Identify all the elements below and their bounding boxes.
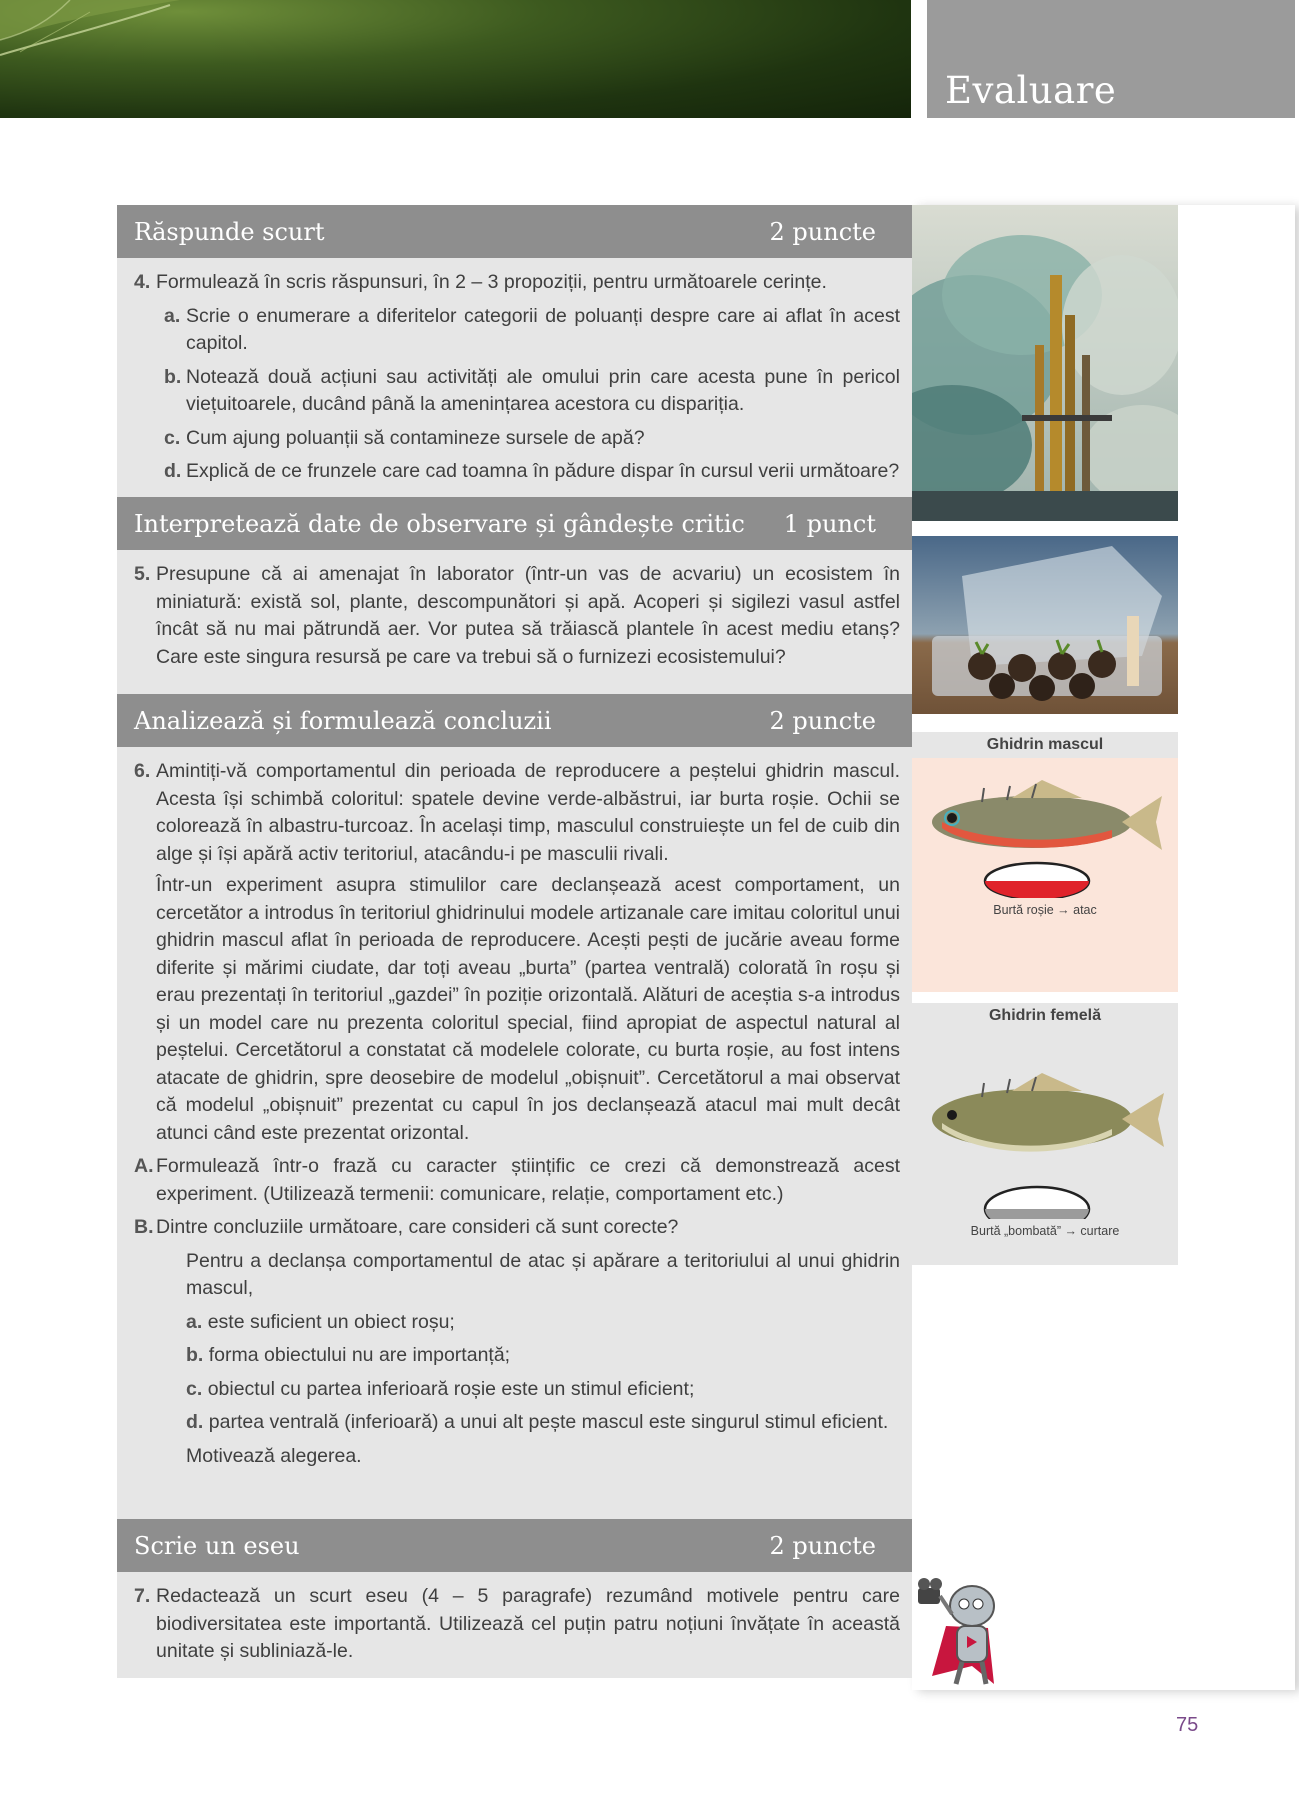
- section-header-interpret: [117, 497, 912, 550]
- section-title: Scrie un eseu: [134, 1532, 300, 1560]
- item-letter: d.: [164, 460, 182, 482]
- part-b-intro: Pentru a declanșa comportamentul de atac și apărare a teritoriului al unui ghidrin mascul,: [186, 1249, 900, 1299]
- section-points: 1 punct: [783, 510, 876, 538]
- section-points: 2 puncte: [769, 1532, 876, 1560]
- question-6: [134, 758, 900, 868]
- question-text: Presupune că ai amenajat în laborator (într-un vas de acvariu) un ecosistem în miniatură: există sol, plante, descompunători și apă. Acoperi și sigilezi vasul astfel încât să nu mai pătrundă aer. Vor putea să trăiască plantele în acest mediu etanș? Care este singura resursă pe care va trebui să o furnizezi ecosistemului?: [156, 563, 900, 668]
- option-item: [186, 1409, 900, 1437]
- male-fish-illustration: [912, 758, 1178, 898]
- section-body-interpret: [117, 550, 912, 694]
- chapter-header: [927, 0, 1295, 118]
- item-letter: a.: [164, 304, 181, 327]
- option-text: partea ventrală (inferioară) a unui alt pește mascul este singurul stimul eficient.: [208, 1411, 889, 1433]
- section-points: 2 puncte: [769, 707, 876, 735]
- factory-pollution-photo: [912, 205, 1178, 521]
- female-fish-illustration: [912, 1029, 1178, 1219]
- option-letter: c.: [186, 1377, 203, 1400]
- section-points: 2 puncte: [769, 218, 876, 246]
- question-7: [134, 1583, 900, 1666]
- section-header-analyze: [117, 694, 912, 747]
- part-a: [134, 1153, 900, 1208]
- question-item: [164, 364, 900, 419]
- question-number: 5.: [134, 563, 151, 585]
- option-item: [186, 1309, 900, 1337]
- question-4: [134, 269, 900, 297]
- mini-ecosystem-photo: [912, 536, 1178, 714]
- figure-note: Burtă „bombată” → curtare: [970, 1224, 1120, 1238]
- item-text: Explică de ce frunzele care cad toamna în pădure dispar în cursul verii următoare?: [186, 460, 900, 482]
- question-text: Redactează un scurt eseu (4 – 5 paragrafe) rezumând motivele pentru care biodiversitatea este importantă. Utilizează cel puțin patru noțiuni învățate în această unitate și subliniază-le.: [156, 1585, 900, 1662]
- question-text: Formulează în scris răspunsuri, în 2 – 3 propoziții, pentru următoarele cerințe.: [156, 271, 827, 293]
- assessment-column: [117, 205, 912, 1678]
- option-letter: a.: [186, 1310, 203, 1333]
- option-text: este suficient un obiect roșu;: [207, 1310, 455, 1333]
- part-b: [134, 1214, 900, 1242]
- item-text: Notează două acțiuni sau activități ale omului prin care acesta pune în pericol viețuitoarele, ducând până la amenințarea acestora cu dispariția.: [186, 365, 900, 415]
- option-item: [186, 1342, 900, 1370]
- closing-instruction: Motivează alegerea.: [186, 1444, 362, 1467]
- part-letter: B.: [134, 1216, 154, 1238]
- question-item: [164, 303, 900, 358]
- experiment-description: Într-un experiment asupra stimulilor care declanșează acest comportament, un cercetător a introdus în teritoriul ghidrinului modele artizanale care imitau coloritul unui ghidrin mascul aflat în perioada de reproducere. Acești pești de jucărie aveau forme diferite și mărimi ciudate, dar toți aveau „burta” (partea ventrală) colorată în roșu și erau prezentați în teritoriul „gazdei” în poziție orizontală. Alături de aceștia s-a introdus și un model care nu prezenta coloritul special, fiind apropiat de aspectul natural al peștelui. Cercetătorul a constatat că modelele colorate, cu burta roșie, au fost intens atacate de ghidrin, spre deosebire de modelul „obișnuit”. Cercetătorul a mai observat că modelul „obișnuit” prezentat cu capul în jos declanșează atacul mai mult decât atunci când este prezentat orizontal.: [156, 874, 900, 1144]
- page-number: 75: [1176, 1714, 1199, 1736]
- section-header-short-answer: [117, 205, 912, 258]
- banner-leaf-photo: [0, 0, 911, 118]
- robot-mascot-icon: [912, 1566, 1022, 1690]
- section-body-analyze: [117, 747, 912, 1519]
- question-item: [164, 458, 900, 486]
- item-text: Scrie o enumerare a diferitelor categorii de poluanți despre care ai aflat în acest capitol.: [186, 304, 900, 354]
- male-stickleback-figure: [912, 732, 1178, 992]
- part-text: Formulează într-o frază cu caracter științific ce crezi că demonstrează acest experiment. (Utilizează termenii: comunicare, relație, comportament etc.): [156, 1155, 900, 1205]
- section-header-essay: [117, 1519, 912, 1572]
- option-letter: b.: [186, 1344, 204, 1366]
- figure-caption: Ghidrin femelă: [988, 1007, 1102, 1024]
- option-letter: d.: [186, 1411, 204, 1433]
- section-body-short-answer: [117, 258, 912, 497]
- section-title: Analizează și formulează concluzii: [134, 707, 552, 735]
- section-body-essay: [117, 1572, 912, 1678]
- item-letter: b.: [164, 365, 182, 388]
- question-number: 6.: [134, 760, 151, 782]
- question-text: Amintiți-vă comportamentul din perioada de reproducere a peștelui ghidrin mascul. Acesta își schimbă coloritul: spatele devine verde-albăstrui, iar burta roșie. Ochii se colorează în albastru-turcoaz. În același timp, masculul construiește un fel de cuib din alge și își apără activ teritoriul, atacându-i pe masculii rivali.: [156, 760, 900, 865]
- option-text: forma obiectului nu are importanță;: [208, 1344, 511, 1366]
- option-item: [186, 1376, 900, 1404]
- part-text: Dintre concluziile următoare, care consideri că sunt corecte?: [156, 1216, 679, 1238]
- item-letter: c.: [164, 426, 181, 449]
- figure-caption: Ghidrin mascul: [912, 732, 1178, 758]
- female-stickleback-figure: [912, 1003, 1178, 1265]
- figure-note: Burtă roșie → atac: [993, 903, 1097, 917]
- question-number: 7.: [134, 1585, 151, 1607]
- section-title: Răspunde scurt: [134, 218, 325, 246]
- option-text: obiectul cu partea inferioară roșie este un stimul eficient;: [207, 1377, 695, 1400]
- question-number: 4.: [134, 271, 151, 293]
- question-item: [164, 425, 900, 453]
- item-text: Cum ajung poluanții să contamineze sursele de apă?: [186, 426, 645, 449]
- part-letter: A.: [134, 1155, 154, 1177]
- section-title: Interpretează date de observare și gândește critic: [134, 510, 745, 538]
- chapter-title: Evaluare: [945, 69, 1117, 112]
- question-5: [134, 561, 900, 671]
